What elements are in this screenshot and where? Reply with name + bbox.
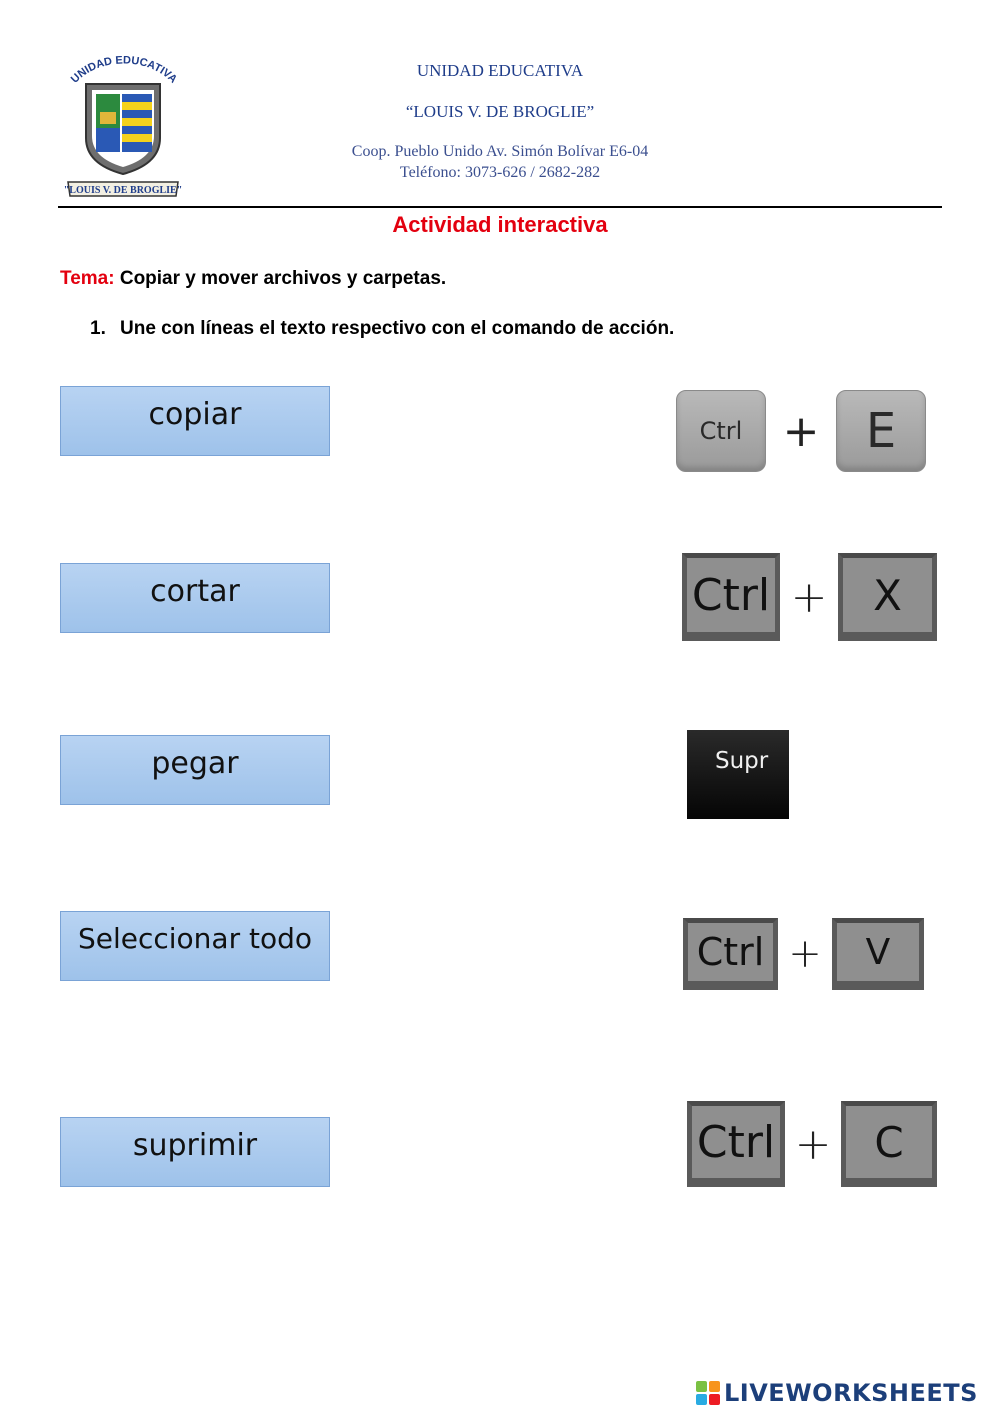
- shortcut-ctrl-c[interactable]: [687, 1101, 937, 1187]
- ctrl-key: Ctrl: [676, 390, 766, 472]
- instruction-number: 1.: [90, 318, 106, 339]
- school-crest-logo: [58, 56, 188, 204]
- word-box-suprimir[interactable]: suprimir: [60, 1117, 330, 1187]
- topic-label: Tema:: [60, 268, 115, 289]
- word-box-seleccionar-todo[interactable]: Seleccionar todo: [60, 911, 330, 981]
- word-box-copiar[interactable]: copiar: [60, 386, 330, 456]
- liveworksheets-logo-icon: [696, 1381, 720, 1405]
- shortcut-ctrl-e[interactable]: [676, 390, 926, 472]
- x-key: X: [838, 553, 937, 641]
- school-type: UNIDAD EDUCATIVA: [416, 61, 584, 80]
- activity-title: Actividad interactiva: [392, 212, 608, 237]
- c-key: C: [841, 1101, 937, 1187]
- ctrl-key: Ctrl: [687, 1101, 785, 1187]
- word-box-cortar[interactable]: cortar: [60, 563, 330, 633]
- plus-sign: +: [782, 405, 820, 457]
- instruction-text: Une con líneas el texto respectivo con el comando de acción.: [120, 318, 675, 339]
- v-key: V: [832, 918, 924, 990]
- word-box-pegar[interactable]: pegar: [60, 735, 330, 805]
- e-key: E: [836, 390, 926, 472]
- school-address: Coop. Pueblo Unido Av. Simón Bolívar E6-04: [351, 143, 649, 160]
- ctrl-key: Ctrl: [682, 553, 780, 641]
- svg-text:UNIDAD EDUCATIVA: UNIDAD EDUCATIVA: [68, 56, 180, 86]
- svg-text:"LOUIS V. DE BROGLIE": "LOUIS V. DE BROGLIE": [63, 185, 183, 196]
- plus-sign: +: [794, 1118, 832, 1170]
- plus-sign: +: [790, 571, 828, 623]
- brand-name: LIVEWORKSHEETS: [724, 1379, 978, 1407]
- header-divider: [58, 206, 942, 208]
- school-name: “LOUIS V. DE BROGLIE”: [405, 102, 595, 121]
- shortcut-ctrl-x[interactable]: [682, 553, 937, 641]
- topic-line: [60, 268, 446, 290]
- topic-text: Copiar y mover archivos y carpetas.: [119, 268, 447, 289]
- supr-key[interactable]: Supr: [687, 730, 789, 819]
- ctrl-key: Ctrl: [683, 918, 778, 990]
- shortcut-ctrl-v[interactable]: [683, 918, 924, 990]
- school-phone: Teléfono: 3073-626 / 2682-282: [399, 164, 601, 181]
- plus-sign: +: [788, 931, 822, 977]
- instruction-line: [90, 318, 674, 340]
- liveworksheets-brand: [696, 1376, 978, 1410]
